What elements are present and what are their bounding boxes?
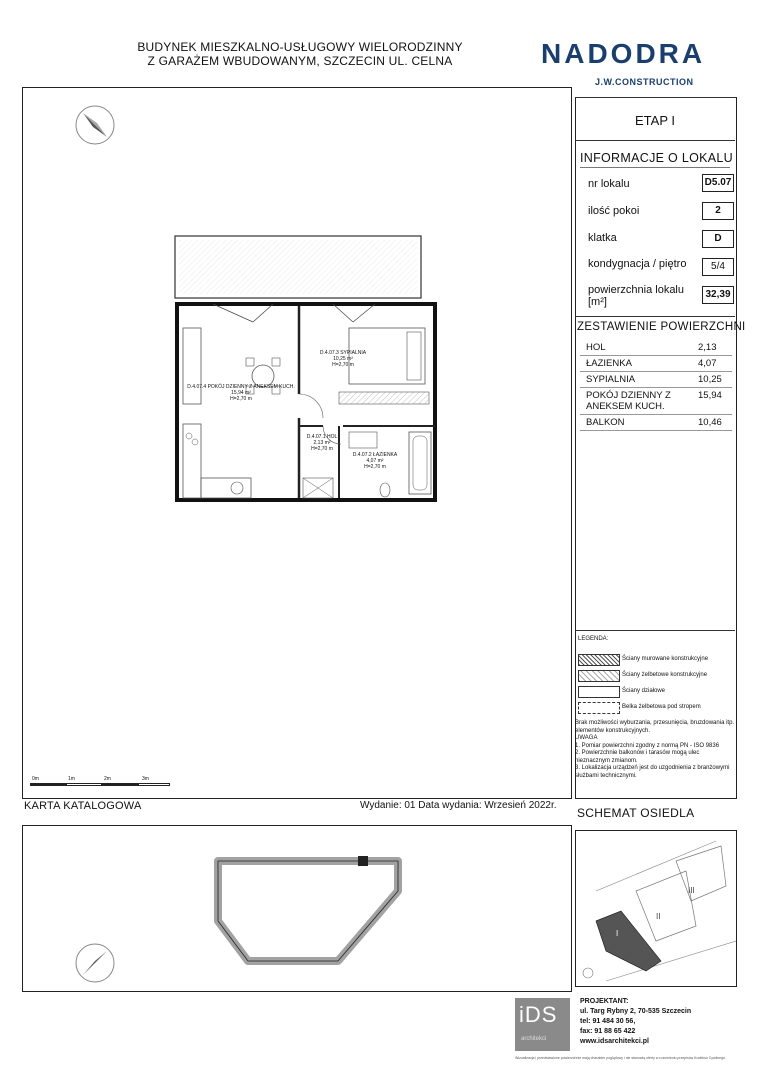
room-name: BALKON [586,417,625,428]
room-label-living [181,384,301,402]
legend [578,636,733,710]
ids-sub: architekci [521,1036,547,1042]
info-label: nr lokalu [588,178,630,190]
info-label: powierzchnia lokalu [m²] [588,284,684,308]
ids-word: iDS [519,1002,558,1027]
room-code: D.4.07.3 SYPIALNIA [319,350,367,356]
room-code: D.4.07.2 ŁAZIENKA [352,452,398,458]
table-row [580,372,732,388]
edition-label: Wydanie: 01 Data wydania: Wrzesień 2022r. [360,800,557,811]
room-area: 4,07 m² [366,458,384,464]
room-label-bedroom [313,350,373,368]
room-name: ŁAZIENKA [586,358,632,369]
title-line1: BUDYNEK MIESZKALNO-USŁUGOWY WIELORODZINNY [137,40,463,54]
note-line: UWAGA [575,735,598,741]
plan-frame [22,87,572,799]
room-code: D.4.07.4 POKÓJ DZIENNY Z ANEKSEM KUCH. [187,384,295,390]
legend-label: Ściany murowane konstrukcyjne [622,656,709,662]
room-area: 4,07 [698,358,717,369]
designer-line: PROJEKTANT: [580,998,629,1005]
info-value: 32,39 [702,286,734,304]
info-label: klatka [588,232,617,244]
room-area: 10,46 [698,417,722,428]
room-name: HOL [586,342,606,353]
north-arrow-icon [73,103,117,147]
table-row [580,340,732,356]
catalog-card-label: KARTA KATALOGOWA [24,800,142,812]
building-key-plan [208,851,408,971]
brand-logo [535,36,735,92]
info-label: kondygnacja / piętro [588,258,687,270]
notes [575,720,735,780]
scale-label: 2m [104,776,111,782]
legend-label: Ściany działowe [622,688,666,694]
floor-plan [153,228,443,513]
info-title: INFORMACJE O LOKALU [580,151,733,165]
header-title [120,40,480,68]
disclaimer: Wizualizacja i przedstawione powierzchnie mają charakter poglądowy i nie stanowią oferty w rozumieniu przepisów Kodeksu Cywilnego. [515,1056,726,1060]
room-height: H=2,70 m [230,396,252,402]
note-line: 3. Lokalizacja urządzeń jest do uzgodnienia z branżowymi służbami technicznymi. [575,765,730,779]
info-label: ilość pokoi [588,205,640,217]
architect-logo [515,998,570,1051]
building-label: I [616,929,619,938]
info-value: 5/4 [702,258,734,276]
building-label: III [688,886,695,895]
note-line: Brak możliwości wyburzania, przesunięcia, bruzdowania itp. elementów konstrukcyjnych. [575,720,735,734]
designer-line: tel: 91 484 30 56, [580,1018,636,1025]
room-code: D.4.07.1 HOL [306,434,338,440]
legend-title: LEGENDA: [578,636,609,642]
building-label: II [656,912,661,921]
legend-label: Belka żelbetowa pod stropem [622,704,701,710]
scale-label: 1m [68,776,75,782]
key-plan-frame [22,825,572,992]
room-label-hall [297,434,347,452]
area-summary-table [580,340,732,431]
legend-swatch [578,654,620,666]
note-line: 1. Pomiar powierzchni zgodny z normą PN - ISO 9836 [575,742,720,749]
info-value: 2 [702,202,734,220]
room-name: SYPIALNIA [586,374,636,385]
room-height: H=2,70 m [332,362,354,368]
room-height: H=2,70 m [364,464,386,470]
designer-line: fax: 91 88 65 422 [580,1028,636,1035]
note-line: 2. Powierzchnie balkonów i tarasów mogą ulec nieznacznym zmianom. [575,750,700,764]
north-arrow-icon [73,941,117,985]
legend-swatch [578,670,620,682]
room-area: 15,94 [698,390,722,401]
site-scheme-title: SCHEMAT OSIEDLA [577,806,695,820]
room-name: POKÓJ DZIENNY Z ANEKSEM KUCH. [586,390,671,412]
table-row [580,415,732,431]
room-height: H=2,70 m [311,446,333,452]
room-area: 15,94 m² [231,390,251,396]
designer-info [580,997,691,1047]
room-area: 2,13 [698,342,717,353]
logo-word: NADODRA [541,38,706,69]
scale-bar [30,776,170,790]
info-value: D [702,230,734,248]
stage-label: ETAP I [635,113,675,128]
scale-label: 3m [142,776,149,782]
area-summary-title: ZESTAWIENIE POWIERZCHNI [577,321,746,333]
table-row [580,356,732,372]
table-row [580,388,732,415]
site-scheme-frame [575,830,737,987]
legend-label: Ściany żelbetowe konstrukcyjne [622,672,708,678]
room-area: 10,25 [698,374,722,385]
designer-line: www.idsarchitekci.pl [580,1038,649,1045]
room-area: 10,25 m² [333,356,353,362]
legend-swatch [578,686,620,698]
scale-label: 0m [32,776,39,782]
compass-icon [583,968,593,978]
info-value: D5.07 [702,174,734,192]
room-label-bathroom [345,452,405,470]
logo-sub: J.W.CONSTRUCTION [595,77,694,87]
site-scheme-map [576,831,736,986]
legend-swatch [578,702,620,714]
title-line2: Z GARAŻEM WBUDOWANYM, SZCZECIN UL. CELNA [147,54,453,68]
designer-line: ul. Targ Rybny 2, 70-535 Szczecin [580,1008,692,1015]
room-area: 2,13 m² [313,440,331,446]
